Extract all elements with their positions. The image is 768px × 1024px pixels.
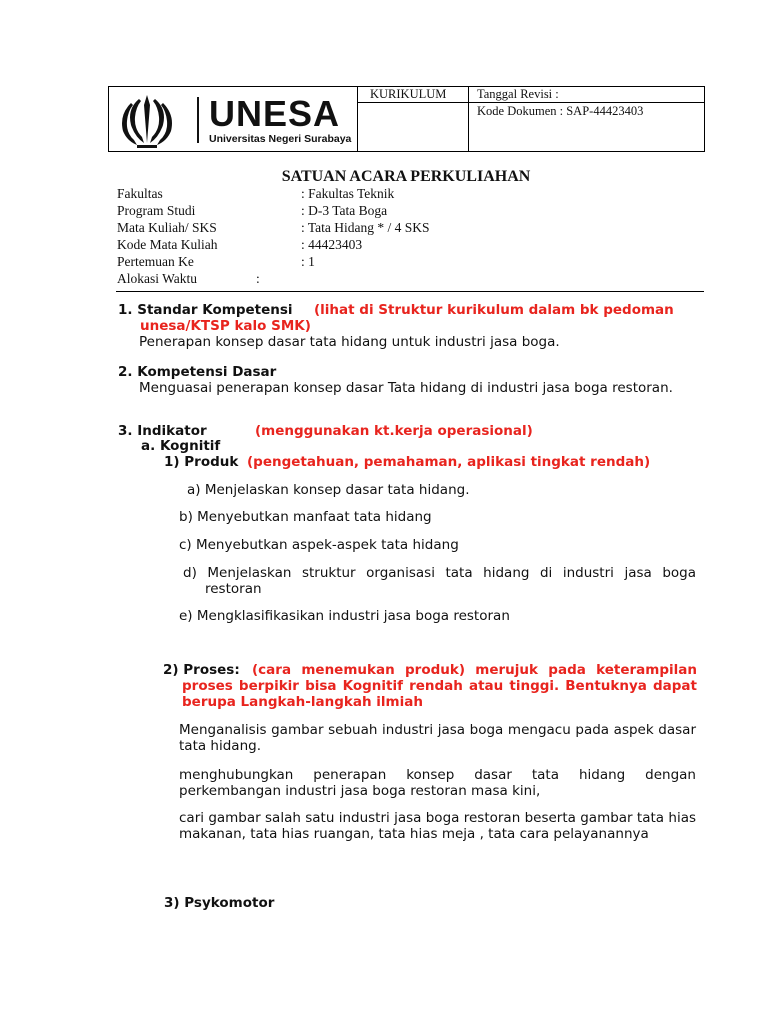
s1-heading: 1. Standar Kompetensi — [118, 302, 293, 318]
proses-item-1: Menganalisis gambar sebuah industri jasa boga mengacu pada aspek dasar tata hidang. — [179, 722, 696, 754]
info-value-matkul: : Tata Hidang * / 4 SKS — [301, 220, 430, 235]
logo-wordmark: UNESA — [209, 93, 341, 134]
s3-note: (menggunakan kt.kerja operasional) — [255, 423, 533, 439]
s1-note-1: (lihat di Struktur kurikulum dalam bk pedoman — [314, 302, 674, 318]
s1-body: Penerapan konsep dasar tata hidang untuk industri jasa boga. — [139, 334, 560, 350]
s3-sub-kognitif: a. Kognitif — [141, 438, 221, 454]
tanggal-revisi: Tanggal Revisi : — [477, 87, 559, 101]
psikomotor-label: 3) Psykomotor — [164, 895, 275, 911]
produk-item-b: b) Menyebutkan manfaat tata hidang — [179, 509, 432, 525]
document-header — [108, 86, 705, 152]
kurikulum-cell — [357, 87, 469, 151]
proses-item-3: cari gambar salah satu industri jasa boga restoran beserta gambar tata hias makanan, tata hias ruangan, tata hias meja , tata cara pelayanannya — [179, 810, 696, 842]
info-label-fakultas: Fakultas — [117, 186, 163, 201]
info-value-pertemuan: : 1 — [301, 254, 315, 269]
meta-cell — [468, 87, 704, 151]
info-value-kode: : 44423403 — [301, 237, 363, 252]
kurikulum-label: KURIKULUM — [370, 87, 447, 101]
produk-item-a: a) Menjelaskan konsep dasar tata hidang. — [187, 482, 470, 498]
s1-note-2: unesa/KTSP kalo SMK) — [140, 318, 311, 334]
produk-note: (pengetahuan, pemahaman, aplikasi tingkat rendah) — [247, 454, 651, 470]
info-label-pertemuan: Pertemuan Ke — [117, 254, 194, 269]
produk-label: 1) Produk — [164, 454, 239, 470]
logo-divider — [197, 97, 199, 143]
info-value-prodi: : D-3 Tata Boga — [301, 203, 388, 218]
s3-heading: 3. Indikator — [118, 423, 207, 439]
proses-note: (cara menemukan produk) merujuk pada keterampilan proses berpikir bisa Kognitif rendah atau tinggi. Bentuknya dapat berupa Langkah-langkah ilmiah — [182, 662, 697, 710]
page-title: SATUAN ACARA PERKULIAHAN — [281, 168, 531, 185]
info-label-matkul: Mata Kuliah/ SKS — [117, 220, 217, 235]
s2-body: Menguasai penerapan konsep dasar Tata hidang di industri jasa boga restoran. — [139, 380, 673, 396]
produk-item-d: d) Menjelaskan struktur organisasi tata hidang di industri jasa boga restoran — [183, 565, 696, 597]
proses-label: 2) Proses: — [163, 662, 240, 678]
unesa-logo-icon — [117, 91, 177, 149]
logo-cell — [109, 87, 358, 151]
produk-item-e: e) Mengklasifikasikan industri jasa boga restoran — [179, 608, 510, 624]
s2-heading: 2. Kompetensi Dasar — [118, 364, 277, 380]
info-value-alokasi: : — [256, 271, 260, 286]
produk-item-c: c) Menyebutkan aspek-aspek tata hidang — [179, 537, 459, 553]
info-label-kode: Kode Mata Kuliah — [117, 237, 218, 252]
proses-item-2: menghubungkan penerapan konsep dasar tata hidang dengan perkembangan industri jasa boga restoran masa kini, — [179, 767, 696, 799]
info-value-fakultas: : Fakultas Teknik — [301, 186, 395, 201]
info-label-prodi: Program Studi — [117, 203, 196, 218]
divider-line — [116, 291, 704, 292]
logo-subtitle: Universitas Negeri Surabaya — [209, 133, 352, 145]
info-label-alokasi: Alokasi Waktu — [117, 271, 198, 286]
kode-dokumen: Kode Dokumen : SAP-44423403 — [477, 104, 644, 118]
